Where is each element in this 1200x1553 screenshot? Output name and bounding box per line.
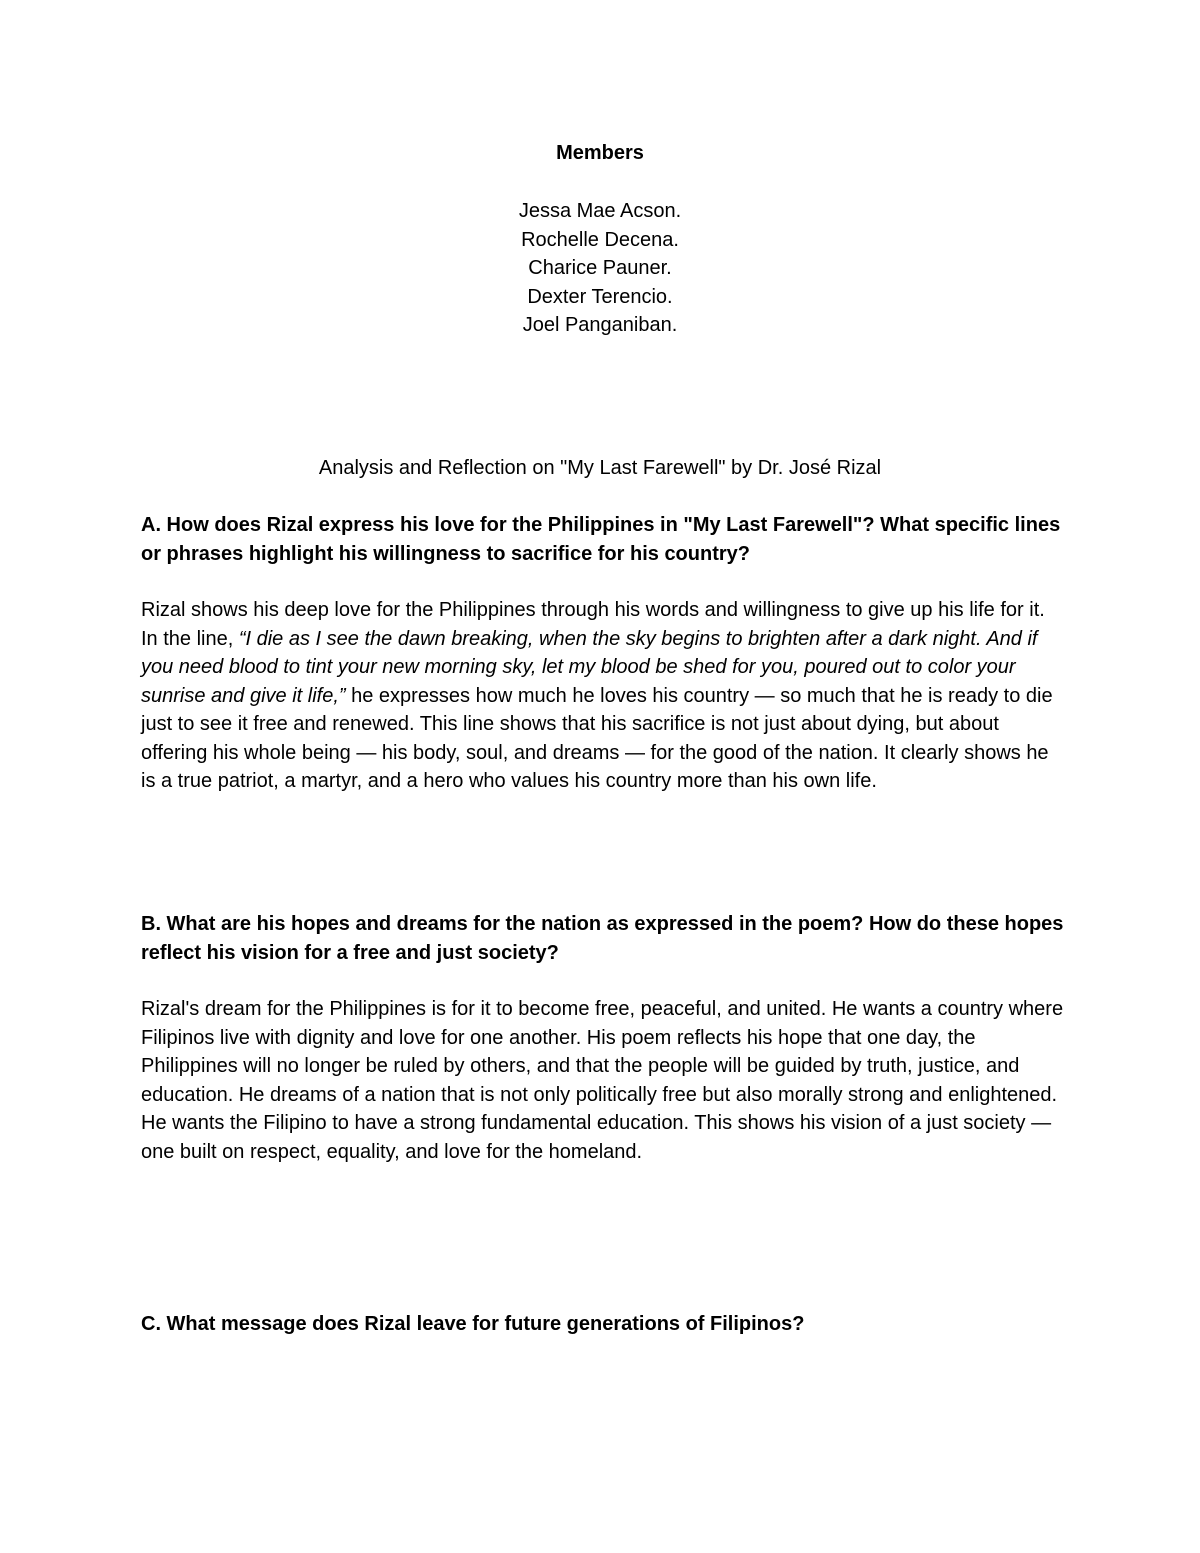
- answer-a-rest: he expresses how much he loves his country — so much that he is ready to die just to see it free and renewed. This line shows that his sacrifice is not just about dying, but about offering his whole being — his body, soul, and dreams — for the good of the nation. It clearly shows he is a true patriot, a martyr, and a hero who values his country more than his own life.: [141, 684, 1053, 792]
- members-heading: Members: [556, 142, 644, 164]
- member-name: Charice Pauner.: [528, 257, 672, 279]
- member-name: Jessa Mae Acson.: [518, 200, 682, 222]
- question-a: A. How does Rizal express his love for the Philippines in "My Last Farewell"? What specific lines or phrases highlight his willingness to sacrifice for his country?: [141, 514, 1061, 565]
- answer-a-intro: Rizal shows his deep love for the Philippines through his words and willingness to give up his life for it. In the line,: [141, 599, 1045, 650]
- answer-b: [141, 995, 1066, 1166]
- document-title: Analysis and Reflection on "My Last Farewell" by Dr. José Rizal: [318, 457, 882, 479]
- answer-a: [141, 596, 1066, 796]
- member-name: Dexter Terencio.: [527, 285, 673, 308]
- member-name: Joel Panganiban.: [522, 314, 678, 336]
- members-list: [0, 197, 1200, 340]
- answer-b-paragraph-1: Rizal's dream for the Philippines is for it to become free, peaceful, and united. He wants a country where Filipinos live with dignity and love for one another. His poem reflects his hope that one day, the Philippines will no longer be ruled by others, and that the people will be guided by truth, justice, and education. He dreams of a nation that is not only politically free but also morally strong and enlightened.: [141, 998, 1064, 1106]
- answer-a-quote: “I die as I see the dawn breaking, when the sky begins to brighten after a dark night. And if you need blood to tint your new morning sky, let my blood be shed for you, poured out to color your sunrise and give it life,”: [141, 627, 1038, 707]
- question-b: B. What are his hopes and dreams for the nation as expressed in the poem? How do these hopes reflect his vision for a free and just society?: [141, 913, 1064, 964]
- question-c: C. What message does Rizal leave for future generations of Filipinos?: [141, 1313, 805, 1335]
- answer-b-paragraph-2: He wants the Filipino to have a strong fundamental education. This shows his vision of a just society — one built on respect, equality, and love for the homeland.: [141, 1112, 1052, 1163]
- member-name: Rochelle Decena.: [521, 228, 679, 251]
